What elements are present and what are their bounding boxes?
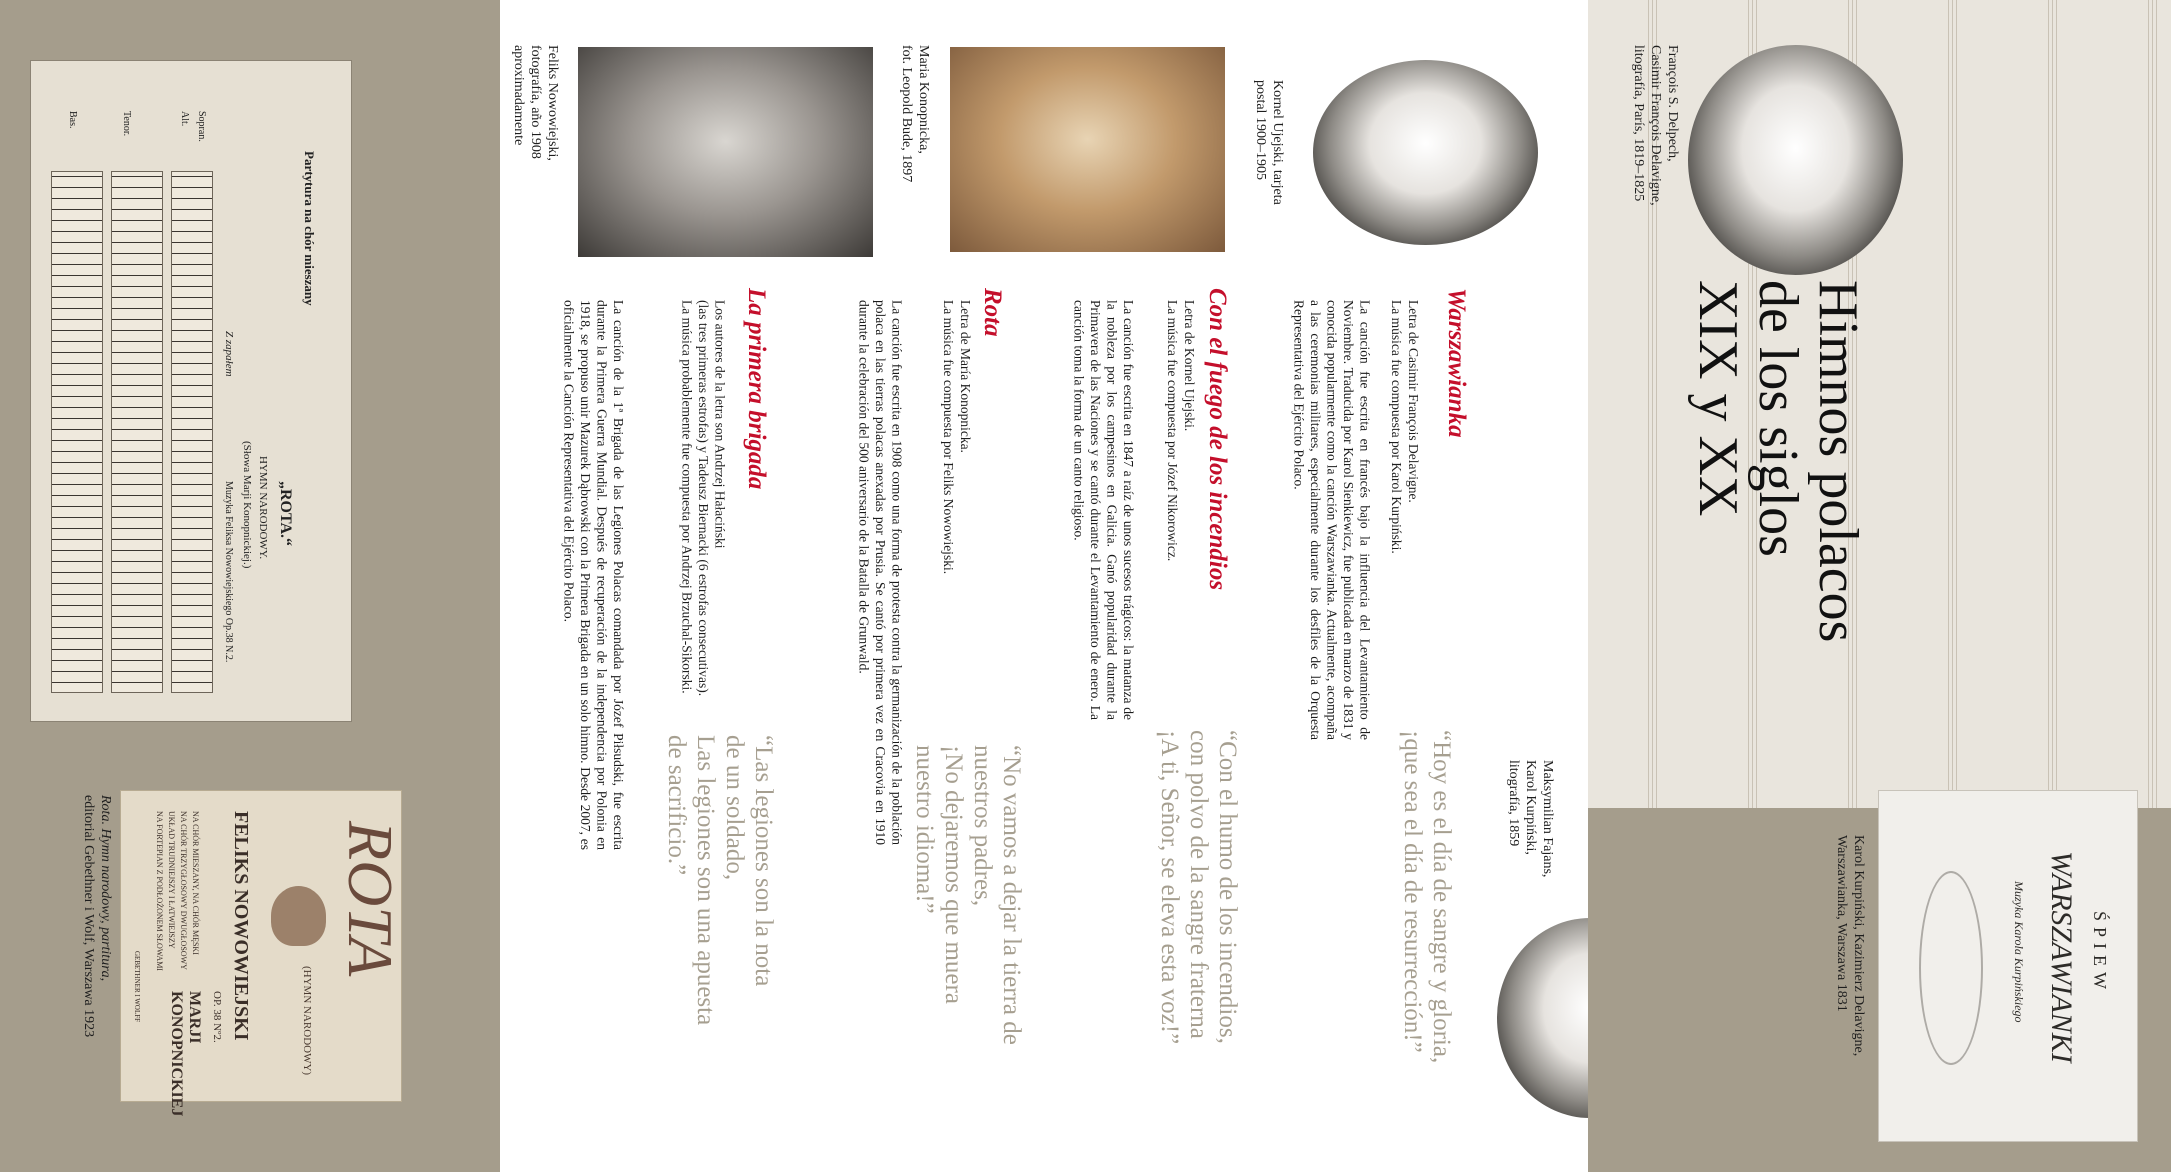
warszawianka-cover (1878, 790, 2138, 1142)
voice-alto: Alt. (179, 111, 190, 127)
quote-line: “No vamos a dejar la tierra de (998, 745, 1025, 1045)
quote-line: “Las legiones son la nota (750, 735, 777, 987)
quote-line: ¡No dejaremos que muera (940, 745, 967, 1004)
rota-cover-publisher: GEBETHNER I WOLFF (133, 951, 141, 1023)
page-title (1688, 280, 1868, 642)
quote-line: ¡que sea el día de resurrección!” (1399, 730, 1426, 1053)
caption-konopnicka (898, 45, 932, 182)
caption-line: litografía, París, 1819–1825 (1631, 45, 1646, 202)
caption-line: editorial Gebethner i Wolf, Warszawa 1923 (81, 795, 96, 1038)
section-quote (910, 745, 1026, 1165)
middle-panel (500, 0, 1588, 1172)
warszawianka-cover-line2: WARSZAWIANKI (2045, 851, 2078, 1063)
caption-line: Kornel Ujejski, tarjeta (1270, 80, 1285, 205)
caption-line: Rota. Hymn narodowy, partitura, (98, 795, 113, 982)
score-partitura: Partytura na chór mieszany (302, 151, 317, 306)
caption-line: fot. Leopold Bude, 1897 (899, 45, 914, 183)
section-heading: La primera brigada (743, 288, 770, 490)
section-body: La canción fue escrita en francés bajo la influencia del Levantamiento de Noviembre. Traducida por Karol Sienkiewicz, fue publicada en marzo de 1831 y conocida popularmente como la canción Warszawianka. Actualmente, acompaña a las ceremonias militares, especialmente durante los desfiles de la Orquesta Representativa del Ejército Polaco. (1291, 300, 1373, 740)
title-line-3: XIX y XX (1687, 280, 1749, 517)
quote-line: ¡A ti, Señor, se eleva esta voz!” (1156, 730, 1183, 1045)
caption-line: Warszawianka, Warszawa 1831 (1834, 835, 1849, 1012)
quote-line: con polvo de la sangre fraterna (1185, 730, 1212, 1039)
section-credits (678, 300, 728, 696)
section-body: La canción fue escrita en 1908 como una forma de protesta contra la germanización de la población polaca en las tierras polacas anexadas por Prusia. Se cantó por primera vez en Cracovia en 1910 durante la celebración del 500 aniversario de la Batalla de Grunwald. (856, 300, 905, 845)
quote-line: Las legiones son una apuesta (692, 735, 719, 1026)
section-heading: Con el fuego de los incendios (1204, 288, 1231, 591)
score-author-line: (Słowa Marji Konopnickiej.) (241, 441, 253, 569)
score-composer: Muzyka Feliksa Nowowiejskiego Op.38 N.2. (223, 481, 234, 663)
caption-rota-score (80, 795, 114, 1037)
credit-line: Letra de Casimir François Delavigne. (1406, 300, 1421, 503)
title-line-2: de los siglos (1747, 280, 1809, 557)
rota-cover-note-2: NA CHÓR TRZYGŁOSOWY DWUGŁOSOWY (179, 811, 188, 970)
voice-bass: Bas. (67, 111, 78, 129)
rota-cover-note-4: NA FORTEPIAN Z PODŁOŻONEM SŁOWAMI (155, 811, 164, 971)
credit-line: La música fue compuesta por Karol Kurpiński. (1389, 300, 1404, 554)
warszawianka-sheet-music (1588, 0, 2171, 808)
section-credits (1164, 300, 1198, 561)
credit-line: La música fue compuesta por Feliks Nowowiejski. (941, 300, 956, 575)
section-quote (1155, 730, 1242, 1150)
section-heading: Rota (979, 288, 1006, 337)
score-header: „ROTA.“ (277, 481, 294, 547)
section-body: La canción fue escrita en 1847 a raíz de unos sucesos trágicos: la matanza de la nobleza por los campesinos en Galicia. Ganó popularidad durante la Primavera de las Naciones y se cantó durante el Levantamiento de enero. La canción toma la forma de un canto religioso. (1071, 300, 1136, 720)
eagle-icon (271, 886, 326, 946)
section-body: La canción de la 1ª Brigada de las Legiones Polacas comandada por Józef Piłsudski, fue escrita durante la Primera Guerra Mundial. Después de recuperación de la independencia por Polonia en 1918, se propuso unir Mazurek Dąbrowski con la Primera Brigada en un solo himno. Desde 2007, es oficialmente la Canción Representativa del Ejército Polaco. (561, 300, 626, 850)
left-panel (0, 0, 500, 1172)
rota-cover-composer: FELIKS NOWOWIEJSKI (230, 811, 252, 1041)
ujejski-photo (1313, 60, 1538, 245)
section-quote (662, 735, 778, 1155)
quote-line: nuestros padres, (969, 745, 996, 907)
rota-cover-title: ROTA (335, 821, 406, 977)
caption-line: Karol Kurpiński, Kazimierz Delavigne, (1851, 835, 1866, 1057)
caption-line: fotografía, año 1908 (528, 45, 543, 159)
caption-line: aproximadamente (511, 45, 526, 146)
score-staves-2 (111, 171, 163, 693)
quote-line: “Con el humo de los incendios, (1214, 730, 1241, 1044)
caption-line: postal 1900–1905 (1253, 80, 1268, 180)
caption-line: François S. Delpech, (1665, 45, 1680, 162)
voice-tenor: Tenor. (121, 111, 132, 137)
caption-warszawianka-score (1833, 835, 1867, 1056)
ornament-icon (1919, 871, 1983, 1065)
nowowiejski-photo (578, 47, 873, 257)
caption-line: Maksymilian Fajans, (1540, 760, 1555, 878)
credit-line: Letra de Kornel Ujejski. (1182, 300, 1197, 432)
caption-ujejski (1252, 80, 1286, 205)
title-line-1: Himnos polacos (1807, 280, 1869, 643)
score-subheader: HYMN NARODOWY. (257, 456, 269, 560)
score-staves-3 (51, 171, 103, 693)
warszawianka-cover-line3: Muzyka Karola Kurpińskiego (2012, 881, 2026, 1023)
credit-line: (las tres primeras estrofas) y Tadeusz Biernacki (6 estrofas consecutivas). (696, 300, 711, 697)
rota-cover-note-3: UKŁAD TRUDNIEJSZY I ŁATWIEJSZY (167, 811, 176, 949)
rota-cover-note-1: NA CHÓR MIESZANY, NA CHÓR MĘSKI (191, 811, 200, 955)
right-panel (1588, 0, 2171, 1172)
rota-cover-subtitle: (HYMN NARODOWY) (301, 966, 313, 1076)
caption-line: Casimir François Delavigne, (1648, 45, 1663, 206)
rota-cover (120, 790, 406, 1117)
delavigne-portrait (1688, 45, 1903, 275)
credit-line: La música probablemente fue compuesta por Andrzej Brzuchal-Sikorski. (679, 300, 695, 694)
quote-line: de sacrificio.” (663, 735, 690, 876)
quote-line: nuestro idioma!” (911, 745, 938, 914)
caption-delpech (1630, 45, 1681, 206)
section-credits (1388, 300, 1422, 554)
caption-line: Feliks Nowowiejski, (545, 45, 560, 161)
credit-line: Letra de María Konopnicka. (958, 300, 973, 453)
credit-line: La música fue compuesta por Józef Nikorowicz. (1165, 300, 1180, 562)
warszawianka-cover-line1: ŚPIEW (2090, 911, 2110, 995)
caption-line: Maria Konopnicka, (916, 45, 931, 154)
rota-score-sheet (30, 60, 352, 722)
quote-line: “Hoy es el día de sangre y gloria, (1428, 730, 1455, 1064)
credit-line: Los autores de la letra son Andrzej Hałaciński (712, 300, 728, 549)
score-staves-1 (171, 171, 213, 693)
rota-cover-author: MARJI KONOPNICKIEJ (168, 991, 203, 1117)
caption-nowowiejski (510, 45, 561, 161)
caption-kurpinski-fajans (1505, 760, 1556, 877)
score-tempo: Z zapałem (223, 331, 235, 377)
voice-soprano: Sopran. (196, 111, 207, 142)
section-heading: Warszawianka (1443, 288, 1470, 438)
konopnicka-photo (950, 47, 1225, 252)
section-quote (1398, 730, 1456, 1150)
caption-line: Karol Kurpiński, (1523, 760, 1538, 855)
caption-line: litografía, 1859 (1506, 760, 1521, 847)
rota-cover-opus: OP. 38 Nº2. (211, 991, 223, 1043)
section-credits (940, 300, 974, 574)
quote-line: de un soldado, (721, 735, 748, 881)
